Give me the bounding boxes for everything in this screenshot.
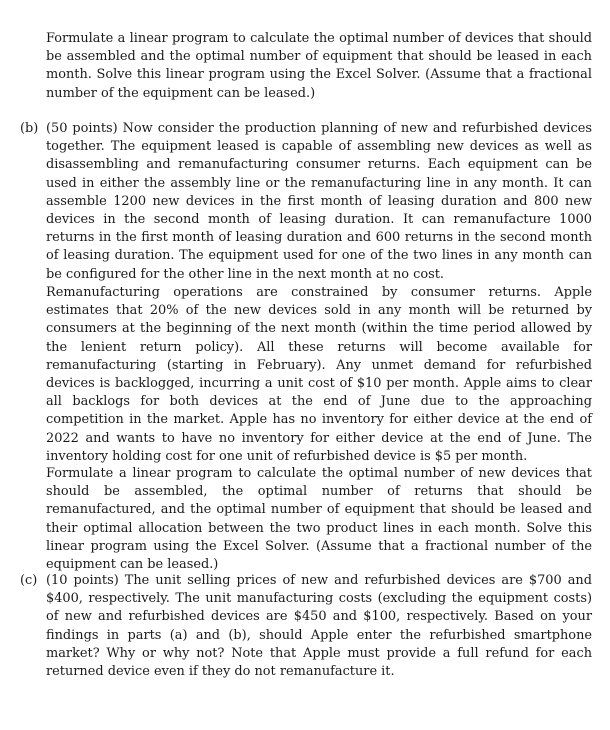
part-c-label: (c) — [20, 573, 38, 588]
part-b-formulation-paragraph: Formulate a linear program to calculate the optimal number of new devices that should be assembled, the optimal number of returns that should be remanufactured, and the optimal number of equipment that should be leased and their optimal allocation between the two product lines in each month. Solve this linear program using the Excel Solver. (Assume that a fractional number of the equipment can be leased.) — [46, 466, 592, 573]
part-c-paragraph: (10 points) The unit selling prices of new and refurbished devices are $700 and $400, respectively. The unit manufacturing costs (excluding the equipment costs) of new and refurbished devices are $450 and $100, respectively. Based on your findings in parts (a) and (b), should Apple enter the refurbished smartphone market? Why or why not? Note that Apple must provide a full refund for each returned device even if they do not remanufacture it. — [46, 573, 592, 680]
part-a-formulation-paragraph: Formulate a linear program to calculate the optimal number of devices that should be assembled and the optimal number of equipment that should be leased in each month. Solve this linear program using the Excel Solver. (Assume that a fractional number of the equipment can be leased.) — [46, 31, 592, 101]
part-b-label: (b) — [20, 121, 39, 136]
part-b-intro-paragraph: (50 points) Now consider the production planning of new and refurbished devices together. The equipment leased is capable of assembling new devices as well as disassembling and remanufacturing consumer returns. Each equipment can be used in either the assembly line or the remanufacturing line in any month. It can assemble 1200 new devices in the first month of leasing duration and 800 new devices in the second month of leasing duration. It can remanufacture 1000 returns in the first month of leasing duration and 600 returns in the second month of leasing duration. The equipment used for one of the two lines in any month can be configured for the other line in the next month at no cost. — [46, 121, 592, 282]
part-b-remanufacturing-paragraph: Remanufacturing operations are constrained by consumer returns. Apple estimates that 20% of the new devices sold in any month will be returned by consumers at the beginning of the next month (within the time period allowed by the lenient return policy). All these returns will become available for remanufacturing (starting in February). Any unmet demand for refurbished devices is backlogged, incurring a unit cost of $10 per month. Apple aims to clear all backlogs for both devices at the end of June due to the approaching competition in the market. Apple has no inventory for either device at the end of 2022 and wants to have no inventory for either device at the end of June. The inventory holding cost for one unit of refurbished device is $5 per month. — [46, 285, 592, 464]
